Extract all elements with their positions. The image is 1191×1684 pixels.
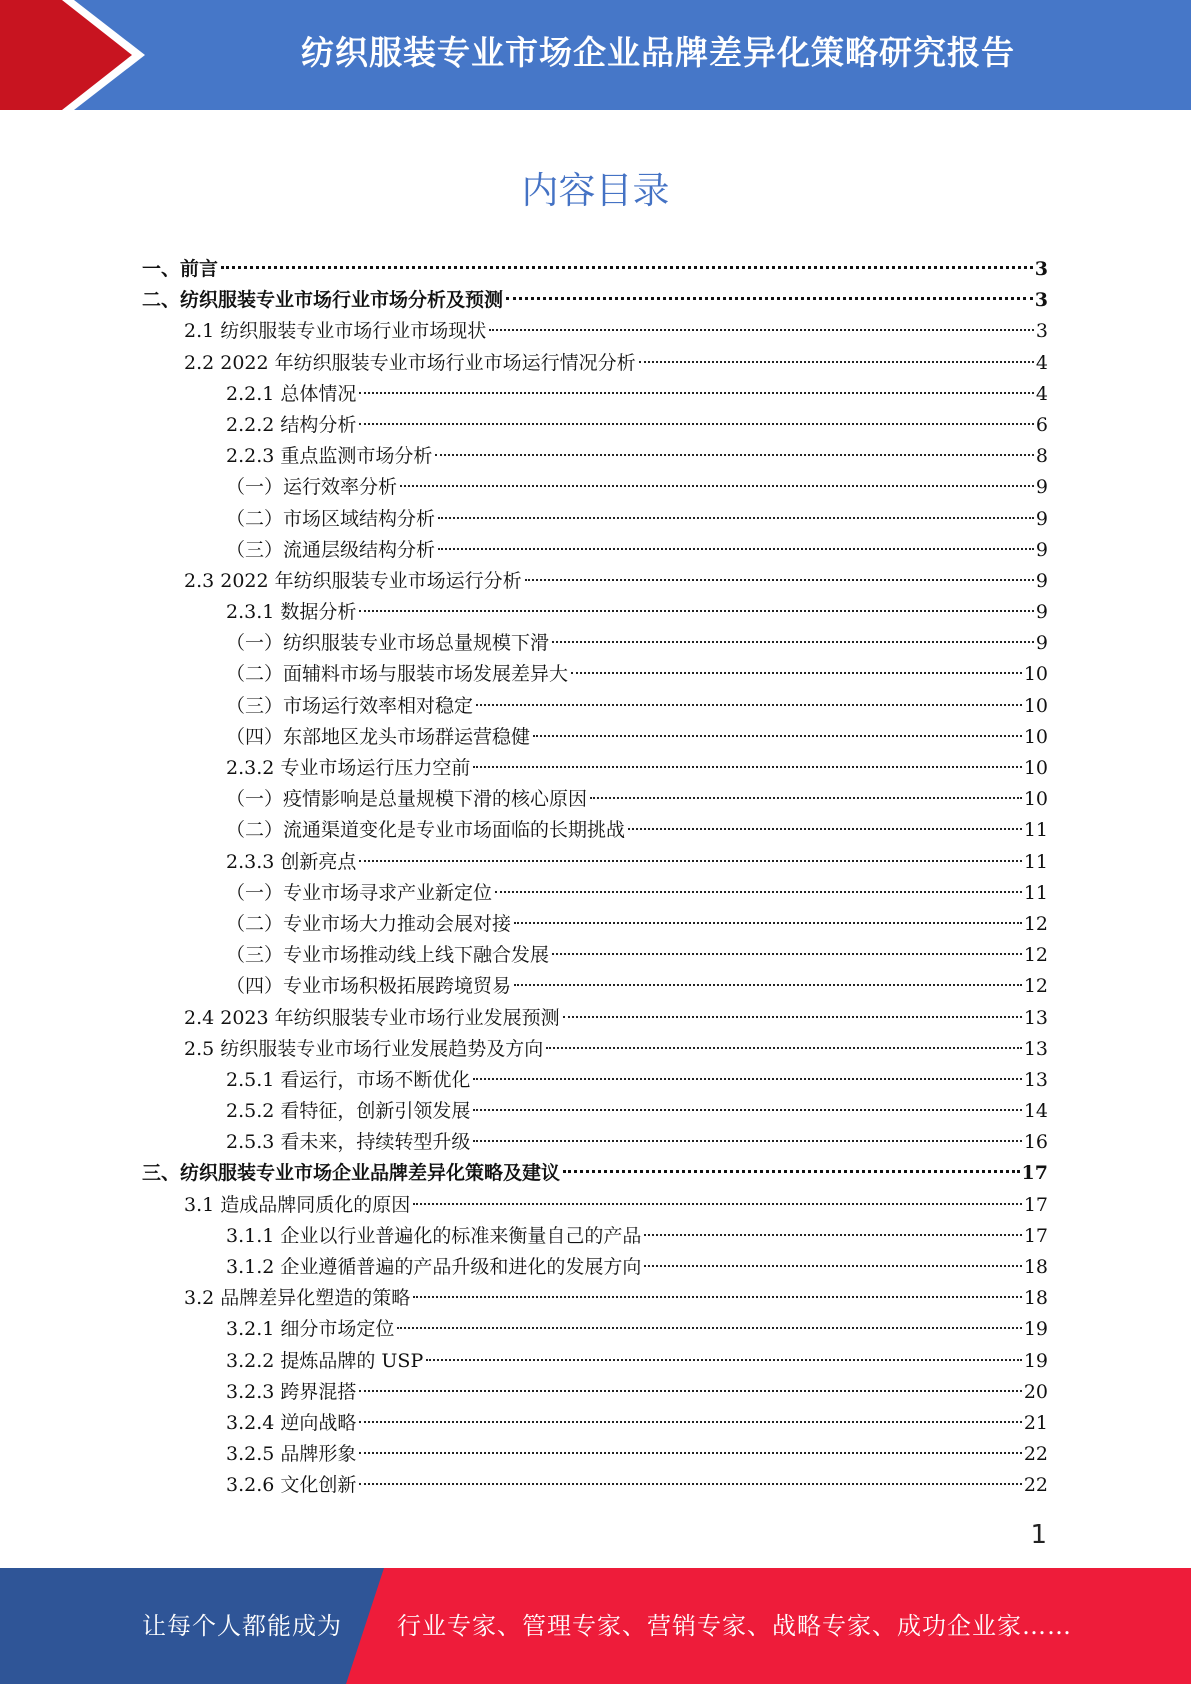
toc-entry-label: （四）专业市场积极拓展跨境贸易 — [226, 975, 512, 998]
toc-entry-page: 20 — [1023, 1380, 1048, 1403]
toc-entry-label: 3.1.2 企业遵循普遍的产品升级和进化的发展方向 — [226, 1256, 642, 1278]
toc-entry[interactable] — [142, 1346, 1048, 1377]
toc-entry-label: 2.2.1 总体情况 — [226, 382, 357, 405]
toc-entry[interactable] — [142, 940, 1048, 971]
toc-entry-page: 13 — [1023, 1037, 1048, 1060]
toc-entry-label: 2.1 纺织服装专业市场行业市场现状 — [184, 320, 487, 343]
toc-entry-label: 3.2.3 跨界混搭 — [226, 1380, 357, 1403]
toc-dot-leader — [400, 485, 1034, 487]
toc-entry-label: 2.2.2 结构分析 — [226, 413, 357, 436]
toc-entry[interactable] — [142, 441, 1048, 472]
toc-entry[interactable] — [142, 628, 1048, 659]
toc-entry-label: 2.5 纺织服装专业市场行业发展趋势及方向 — [184, 1037, 544, 1060]
toc-entry[interactable] — [142, 1314, 1048, 1345]
toc-entry-label: 2.3.3 创新亮点 — [226, 850, 357, 873]
toc-dot-leader — [628, 828, 1022, 830]
toc-entry-page: 10 — [1023, 725, 1048, 748]
toc-entry-page: 4 — [1035, 351, 1048, 374]
toc-entry[interactable] — [142, 1127, 1048, 1158]
toc-entry-page: 9 — [1035, 569, 1048, 592]
toc-entry[interactable] — [142, 1096, 1048, 1127]
toc-dot-leader — [639, 361, 1034, 363]
toc-entry-page: 19 — [1023, 1349, 1048, 1372]
toc-entry-page: 4 — [1035, 382, 1048, 405]
toc-entry-page: 17 — [1023, 1224, 1048, 1247]
toc-entry-label: 3.2.2 提炼品牌的 USP — [226, 1349, 424, 1372]
toc-entry-page: 18 — [1023, 1287, 1048, 1310]
toc-entry-page: 22 — [1023, 1443, 1048, 1466]
toc-dot-leader — [413, 1296, 1022, 1298]
toc-dot-leader — [426, 1359, 1022, 1361]
toc-heading: 内容目录 — [521, 169, 670, 212]
toc-entry-page: 12 — [1023, 912, 1048, 935]
toc-dot-leader — [359, 392, 1034, 394]
toc-dot-leader — [435, 454, 1034, 456]
toc-dot-leader — [506, 297, 1033, 300]
toc-entry-label: 3.2.5 品牌形象 — [226, 1443, 357, 1466]
toc-entry[interactable] — [142, 1283, 1048, 1314]
toc-dot-leader — [221, 266, 1033, 269]
toc-entry-page: 9 — [1035, 632, 1048, 655]
toc-dot-leader — [644, 1234, 1021, 1236]
toc-dot-leader — [590, 797, 1022, 799]
toc-entry-label: 3.2.6 文化创新 — [226, 1474, 357, 1497]
toc-entry[interactable] — [142, 472, 1048, 503]
toc-dot-leader — [546, 1047, 1022, 1049]
toc-dot-leader — [495, 891, 1022, 893]
toc-dot-leader — [533, 735, 1022, 737]
header-band — [0, 0, 1191, 110]
toc-entry[interactable] — [142, 691, 1048, 722]
toc-dot-leader — [552, 641, 1034, 643]
toc-entry-page: 13 — [1023, 1068, 1048, 1091]
page-number: 1 — [1030, 1520, 1047, 1550]
toc-dot-leader — [359, 1421, 1021, 1423]
toc-entry-page: 11 — [1023, 881, 1048, 904]
toc-entry-page: 3 — [1034, 289, 1048, 312]
toc-entry-label: 2.3.1 数据分析 — [226, 601, 357, 624]
toc-entry[interactable] — [142, 410, 1048, 441]
toc-entry-label: 2.3 2022 年纺织服装专业市场运行分析 — [184, 569, 522, 592]
toc-entry[interactable] — [142, 722, 1048, 753]
toc-dot-leader — [476, 704, 1022, 706]
toc-dot-leader — [563, 1016, 1022, 1018]
toc-entry-page: 10 — [1023, 788, 1048, 811]
toc-dot-leader — [359, 1483, 1021, 1485]
toc-dot-leader — [438, 517, 1034, 519]
toc-entry-label: 3.1 造成品牌同质化的原因 — [184, 1193, 411, 1216]
toc-entry-page: 10 — [1023, 694, 1048, 717]
toc-entry-page: 17 — [1023, 1193, 1048, 1216]
toc-entry-label: 2.5.3 看未来，持续转型升级 — [226, 1131, 471, 1154]
toc-entry[interactable] — [142, 659, 1048, 690]
toc-dot-leader — [359, 1452, 1021, 1454]
toc-entry[interactable] — [142, 1158, 1048, 1189]
toc-entry-page: 8 — [1035, 445, 1048, 468]
toc-entry-page: 21 — [1023, 1411, 1048, 1434]
toc-entry-label: 一、前言 — [142, 258, 219, 280]
toc-dot-leader — [473, 1140, 1021, 1142]
toc-entry-page: 13 — [1023, 1006, 1048, 1029]
toc-entry-label: （四）东部地区龙头市场群运营稳健 — [226, 725, 531, 748]
toc-dot-leader — [397, 1327, 1021, 1329]
toc-entry-label: 二、纺织服装专业市场行业市场分析及预测 — [142, 289, 504, 312]
toc-dot-leader — [413, 1203, 1022, 1205]
toc-entry[interactable] — [142, 909, 1048, 940]
toc-entry[interactable] — [142, 878, 1048, 909]
toc-dot-leader — [473, 1109, 1021, 1111]
toc-entry-page: 12 — [1023, 944, 1048, 967]
toc-entry-page: 19 — [1023, 1318, 1048, 1341]
toc-dot-leader — [359, 860, 1021, 862]
toc-entry-page: 12 — [1023, 975, 1048, 998]
footer-slogan-right: 行业专家、管理专家、营销专家、战略专家、成功企业家…… — [397, 1612, 1072, 1640]
toc-entry-page: 22 — [1023, 1474, 1048, 1497]
toc-entry[interactable] — [142, 504, 1048, 535]
toc-entry-page: 11 — [1023, 819, 1048, 842]
toc-entry-label: 3.2 品牌差异化塑造的策略 — [184, 1287, 411, 1310]
toc-entry[interactable] — [142, 784, 1048, 815]
toc-entry-label: （三）市场运行效率相对稳定 — [226, 694, 474, 717]
toc-entry[interactable] — [142, 316, 1048, 347]
toc-entry[interactable] — [142, 815, 1048, 846]
footer-band — [0, 1568, 1191, 1684]
toc-entry-page: 9 — [1035, 476, 1048, 499]
toc-entry-label: （二）面辅料市场与服装市场发展差异大 — [226, 663, 569, 686]
toc-entry-label: （二）市场区域结构分析 — [226, 507, 436, 530]
toc-entry[interactable] — [142, 1034, 1048, 1065]
toc-entry-label: （二）专业市场大力推动会展对接 — [226, 912, 512, 935]
toc-entry[interactable] — [142, 1221, 1048, 1252]
footer-slogan-left: 让每个人都能成为 — [142, 1612, 342, 1640]
toc-dot-leader — [552, 953, 1022, 955]
toc-entry[interactable] — [142, 971, 1048, 1002]
toc-entry[interactable] — [142, 379, 1048, 410]
toc-entry-page: 11 — [1023, 850, 1048, 873]
toc-entry[interactable] — [142, 1470, 1048, 1501]
toc-entry-page: 6 — [1035, 413, 1048, 436]
toc-entry-page: 18 — [1023, 1256, 1048, 1278]
toc-entry-page: 9 — [1035, 601, 1048, 624]
toc-entry-label: （三）流通层级结构分析 — [226, 538, 436, 561]
toc-entry-label: 2.2 2022 年纺织服装专业市场行业市场运行情况分析 — [184, 351, 636, 374]
toc-entry-page: 10 — [1023, 757, 1048, 779]
toc-entry-page: 10 — [1023, 663, 1048, 686]
toc-entry[interactable] — [142, 1065, 1048, 1096]
toc-entry-label: （一）疫情影响是总量规模下滑的核心原因 — [226, 788, 588, 811]
toc-entry-label: （一）纺织服装专业市场总量规模下滑 — [226, 632, 550, 655]
toc-entry[interactable] — [142, 348, 1048, 379]
toc-entry-label: 3.1.1 企业以行业普遍化的标准来衡量自己的产品 — [226, 1224, 642, 1247]
toc-entry-page: 9 — [1035, 507, 1048, 530]
toc-entry[interactable] — [142, 597, 1048, 628]
toc-entry-label: 2.4 2023 年纺织服装专业市场行业发展预测 — [184, 1006, 560, 1029]
toc-entry[interactable] — [142, 254, 1048, 285]
toc-entry-page: 14 — [1023, 1100, 1048, 1123]
toc-dot-leader — [473, 1078, 1021, 1080]
header-chevron-decoration — [0, 0, 160, 110]
toc-dot-leader — [359, 423, 1034, 425]
toc-entry-label: （三）专业市场推动线上线下融合发展 — [226, 944, 550, 967]
report-title: 纺织服装专业市场企业品牌差异化策略研究报告 — [301, 33, 1015, 72]
toc-entry[interactable] — [142, 1439, 1048, 1470]
toc-entry-page: 9 — [1035, 538, 1048, 561]
toc-entry-label: 3.2.4 逆向战略 — [226, 1411, 357, 1434]
toc-entry-page: 3 — [1034, 258, 1048, 280]
toc-dot-leader — [514, 922, 1022, 924]
toc-entry-label: 2.2.3 重点监测市场分析 — [226, 445, 433, 468]
toc-entry[interactable] — [142, 535, 1048, 566]
toc-entry-label: （二）流通渠道变化是专业市场面临的长期挑战 — [226, 819, 626, 842]
table-of-contents — [142, 254, 1048, 1502]
toc-entry-label: （一）运行效率分析 — [226, 476, 398, 499]
toc-dot-leader — [438, 548, 1034, 550]
toc-entry-page: 17 — [1021, 1162, 1048, 1185]
toc-dot-leader — [473, 766, 1021, 768]
toc-entry[interactable] — [142, 1377, 1048, 1408]
toc-entry-label: 3.2.1 细分市场定位 — [226, 1318, 395, 1341]
toc-entry-label: 2.3.2 专业市场运行压力空前 — [226, 757, 471, 779]
toc-entry-label: 2.5.2 看特征，创新引领发展 — [226, 1100, 471, 1123]
toc-dot-leader — [514, 984, 1022, 986]
toc-entry[interactable] — [142, 1003, 1048, 1034]
toc-dot-leader — [359, 610, 1034, 612]
toc-dot-leader — [571, 672, 1022, 674]
toc-entry[interactable] — [142, 753, 1048, 784]
toc-dot-leader — [525, 579, 1034, 581]
toc-entry-page: 3 — [1035, 320, 1048, 343]
toc-entry-label: 2.5.1 看运行，市场不断优化 — [226, 1068, 471, 1091]
toc-entry-page: 16 — [1023, 1131, 1048, 1154]
toc-entry[interactable] — [142, 1190, 1048, 1221]
toc-entry[interactable] — [142, 566, 1048, 597]
toc-dot-leader — [359, 1390, 1021, 1392]
toc-entry[interactable] — [142, 285, 1048, 316]
toc-entry[interactable] — [142, 1252, 1048, 1283]
toc-entry[interactable] — [142, 847, 1048, 878]
toc-dot-leader — [644, 1265, 1021, 1267]
toc-entry-label: （一）专业市场寻求产业新定位 — [226, 881, 493, 904]
toc-entry[interactable] — [142, 1408, 1048, 1439]
toc-dot-leader — [563, 1170, 1020, 1173]
toc-entry-label: 三、纺织服装专业市场企业品牌差异化策略及建议 — [142, 1162, 561, 1185]
toc-dot-leader — [489, 329, 1034, 331]
